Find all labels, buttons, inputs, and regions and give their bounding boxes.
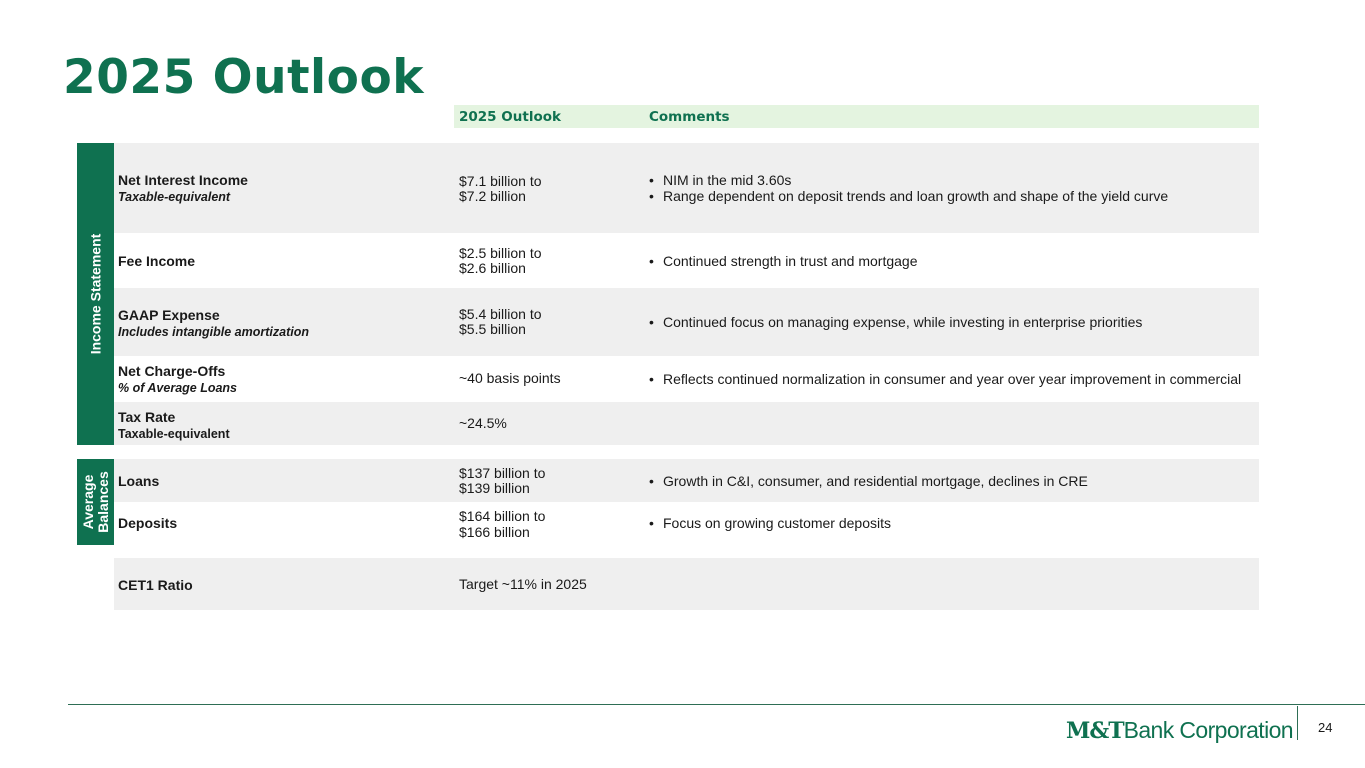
outlook-value: $164 billion to: [459, 508, 546, 524]
comment-item: • Growth in C&I, consumer, and residential mortgage, declines in CRE: [649, 473, 1088, 489]
metric-sub: Taxable-equivalent: [118, 190, 231, 204]
outlook-value: $2.6 billion: [459, 260, 526, 276]
outlook-value: $5.4 billion to: [459, 306, 542, 322]
table-row-net-interest-income: [114, 143, 1259, 233]
metric-sub: Includes intangible amortization: [118, 325, 309, 339]
outlook-value: ~24.5%: [459, 415, 507, 431]
comment-item: • Continued focus on managing expense, while investing in enterprise priorities: [649, 314, 1142, 330]
outlook-value: Target ~11% in 2025: [459, 576, 587, 592]
comment-item: • Focus on growing customer deposits: [649, 515, 891, 531]
comment-item: • NIM in the mid 3.60s: [649, 172, 1168, 188]
outlook-value: $7.1 billion to: [459, 173, 542, 189]
table-row-tax-rate: [114, 402, 1259, 445]
logo-bank-corporation: Bank Corporation: [1123, 717, 1293, 743]
header-outlook: 2025 Outlook: [459, 109, 561, 125]
metric-sub: Taxable-equivalent: [118, 427, 230, 441]
comment-item: • Continued strength in trust and mortgage: [649, 253, 918, 269]
header-comments: Comments: [649, 109, 730, 125]
outlook-value: $139 billion: [459, 480, 530, 496]
footer-divider: [68, 704, 1365, 705]
outlook-value: $137 billion to: [459, 465, 546, 481]
table-row-fee-income: [114, 233, 1259, 288]
company-logo: [1066, 716, 1293, 744]
outlook-value: ~40 basis points: [459, 370, 561, 386]
table-header: [454, 105, 1259, 128]
page-title: 2025 Outlook: [63, 50, 425, 105]
metric-name: CET1 Ratio: [118, 577, 193, 593]
table-row-deposits: [114, 502, 1259, 545]
outlook-value: $166 billion: [459, 524, 530, 540]
income-statement-label: Income Statement: [77, 143, 114, 445]
metric-sub: % of Average Loans: [118, 381, 238, 395]
average-balances-label: Average Balances: [77, 459, 114, 545]
table-row-loans: [114, 459, 1259, 502]
outlook-value: $7.2 billion: [459, 188, 526, 204]
table-row-cet1-ratio: [114, 558, 1259, 610]
comment-item: • Reflects continued normalization in consumer and year over year improvement in commercial: [649, 371, 1241, 387]
metric-name: Net Interest Income: [118, 172, 248, 188]
outlook-value: $2.5 billion to: [459, 245, 542, 261]
metric-name: Loans: [118, 473, 160, 489]
metric-name: Deposits: [118, 515, 178, 531]
metric-name: Tax Rate: [118, 409, 176, 425]
comment-item: • Range dependent on deposit trends and loan growth and shape of the yield curve: [649, 188, 1168, 204]
outlook-value: $5.5 billion: [459, 321, 526, 337]
table-row-net-charge-offs: [114, 356, 1259, 402]
metric-name: Net Charge-Offs: [118, 363, 226, 379]
page-number: 24: [1318, 720, 1333, 735]
metric-name: Fee Income: [118, 253, 196, 269]
metric-name: GAAP Expense: [118, 307, 220, 323]
logo-mt: M&T: [1066, 718, 1124, 744]
logo-divider: [1297, 706, 1298, 740]
table-row-gaap-expense: [114, 288, 1259, 356]
